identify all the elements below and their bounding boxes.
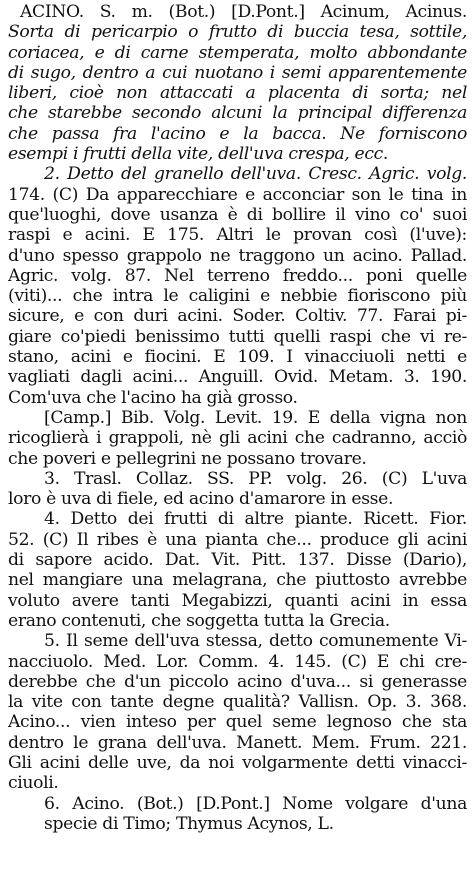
- dictionary-entry-acino: [8, 2, 467, 834]
- definition-line: esempi i frutti della vite, dell'uva crespa, ecc.: [8, 144, 389, 165]
- citation-line: voluto avere tanti Megabizzi, quanti acini in essa: [8, 590, 467, 611]
- citation-line: (viti)... che intra le caligini e nebbie fioriscono più: [8, 286, 467, 307]
- entry-headline: ACINO. S. m. (Bot.) [D.Pont.] Acinum, Acinus.: [20, 2, 467, 22]
- citation-line: Gli acini delle uve, da noi volgarmente detti vinacci-: [8, 752, 467, 773]
- citation-line: erano contenuti, che soggetta tutta la Grecia.: [8, 610, 390, 631]
- camp-citation-line: [Camp.] Bib. Volg. Levit. 19. E della vigna non: [44, 407, 467, 428]
- citation-line: dentro le grana dell'uva. Manett. Mem. Frum. 221.: [8, 732, 467, 753]
- citation-line: derebbe che d'un piccolo acino d'uva... si generasse: [8, 671, 467, 692]
- definition-line: di sugo, dentro a cui nuotano i semi apparentemente: [8, 62, 467, 83]
- sense-6-definition: specie di Timo; Thymus Acynos, L.: [44, 813, 334, 834]
- sense-4-heading: 4. Detto dei frutti di altre piante. Ricett. Fior.: [44, 509, 467, 530]
- sense-5-heading: 5. Il seme dell'uva stessa, detto comunemente Vi-: [44, 631, 467, 652]
- citation-line: d'uno spesso grappolo ne traggono un acino. Pallad.: [8, 245, 467, 266]
- citation-line: di sapore acido. Dat. Vit. Pitt. 137. Disse (Dario),: [8, 550, 467, 571]
- citation-line: nel mangiare una melagrana, che piuttosto avrebbe: [8, 570, 467, 591]
- definition-line: coriacea, e di carne stemperata, molto abbondante: [8, 42, 467, 63]
- definition-line: Sorta di pericarpio o frutto di buccia tesa, sottile,: [8, 22, 467, 43]
- citation-line: vagliati dagli acini... Anguill. Ovid. Metam. 3. 190.: [8, 367, 467, 388]
- sense-3-heading: 3. Trasl. Collaz. SS. PP. volg. 26. (C) L'uva: [44, 468, 467, 489]
- citation-line: giare co'piedi benissimo tutti quelli raspi che vi re-: [8, 326, 467, 347]
- citation-line: que'luoghi, dove usanza è di bollire il vino co' suoi: [8, 204, 467, 225]
- citation-line: ricoglierà i grappoli, nè gli acini che cadranno, acciò: [8, 428, 467, 449]
- citation-line: sicure, e con duri acini. Soder. Coltiv. 77. Farai pi-: [8, 306, 467, 327]
- citation-line: loro è uva di fiele, ed acino d'amarore in esse.: [8, 489, 394, 510]
- sense-2-heading: 2. Detto del granello dell'uva. Cresc. Agric. volg.: [44, 164, 467, 185]
- citation-line: nacciuolo. Med. Lor. Comm. 4. 145. (C) E chi cre-: [8, 651, 467, 672]
- citation-line: che poveri e pellegrini ne possano trovare.: [8, 448, 367, 469]
- definition-line: che starebbe secondo alcuni la principal differenza: [8, 103, 467, 124]
- citation-line: Agric. volg. 87. Nel terreno freddo... poni quelle: [8, 265, 467, 286]
- definition-line: liberi, cioè non attaccati a placenta di sorta; nel: [8, 83, 467, 104]
- citation-line: stano, acini e fiocini. E 109. I vinacciuoli netti e: [8, 347, 467, 368]
- citation-line: 52. (C) Il ribes è una pianta che... produce gli acini: [8, 529, 467, 550]
- citation-line: raspi e acini. E 175. Altri le provan così (l'uve):: [8, 225, 467, 246]
- citation-line: ciuoli.: [8, 773, 59, 794]
- sense-6-heading: 6. Acino. (Bot.) [D.Pont.] Nome volgare d'una: [44, 793, 467, 814]
- citation-line: Acino... vien inteso per quel seme legnoso che sta: [8, 712, 467, 733]
- citation-line: Com'uva che l'acino ha già grosso.: [8, 387, 298, 408]
- citation-line: 174. (C) Da apparecchiare e acconciar son le tina in: [8, 184, 467, 205]
- citation-line: la vite con tante degne qualità? Vallisn. Op. 3. 368.: [8, 692, 467, 713]
- definition-line: che passa fra l'acino e la bacca. Ne forniscono: [8, 123, 467, 144]
